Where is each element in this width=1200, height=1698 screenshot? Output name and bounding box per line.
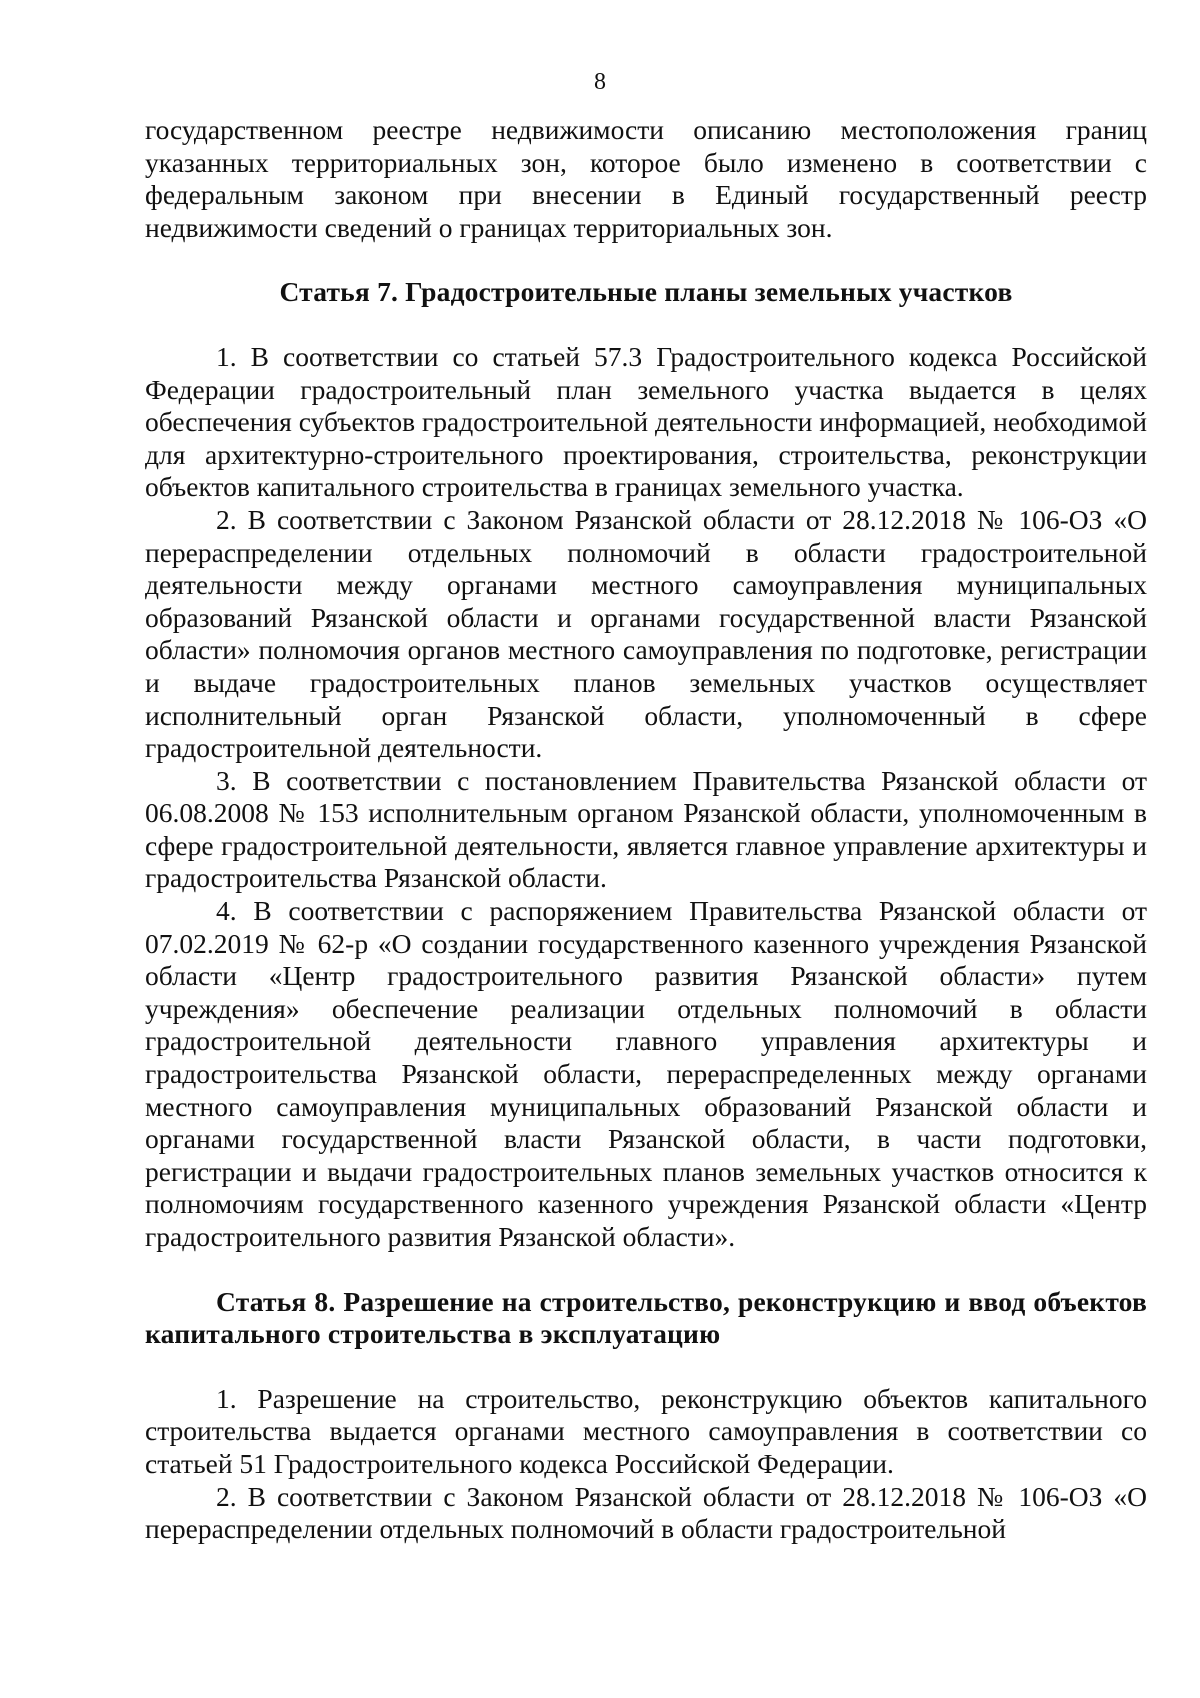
continuation-paragraph: государственном реестре недвижимости описанию местоположения границ указанных территориальных зон, которое было изменено в соответствии с федеральным законом при внесении в Единый государственный реестр недвижимости сведений о границах территориальных зон. — [145, 114, 1147, 243]
article-7-heading: Статья 7. Градостроительные планы земельных участков — [279, 276, 1013, 308]
article-7-paragraph-3: 3. В соответствии с постановлением Правительства Рязанской области от 06.08.2008 № 153 исполнительным органом Рязанской области, уполномоченным в сфере градостроительной деятельности, является главное управление архитектуры и градостроительства Рязанской области. — [145, 764, 1147, 894]
article-8-heading: Статья 8. Разрешение на строительство, реконструкцию и ввод объектов капитального строительства в эксплуатацию — [145, 1285, 1147, 1350]
article-7-paragraph-1: 1. В соответствии со статьей 57.3 Градостроительного кодекса Российской Федерации градостроительный план земельного участка выдается в целях обеспечения субъектов градостроительной деятельности информацией, необходимой для архитектурно-строительного проектирования, строительства, реконструкции объектов капитального строительства в границах земельного участка. — [145, 340, 1147, 503]
document-body — [145, 114, 1147, 1546]
page-number: 8 — [594, 69, 606, 95]
article-7-paragraph-4: 4. В соответствии с распоряжением Правительства Рязанской области от 07.02.2019 № 62-р «О создании государственного казенного учреждения Рязанской области «Центр градостроительного развития Рязанской области» путем учреждения» обеспечение реализации отдельных полномочий в области градостроительной деятельности главного управления архитектуры и градостроительства Рязанской области, перераспределенных между органами местного самоуправления муниципальных образований Рязанской области и органами государственной власти Рязанской области, в части подготовки, регистрации и выдачи градостроительных планов земельных участков относится к полномочиям государственного казенного учреждения Рязанской области «Центр градостроительного развития Рязанской области». — [145, 895, 1147, 1252]
article-8-paragraph-2: 2. В соответствии с Законом Рязанской области от 28.12.2018 № 106-ОЗ «О перераспределении отдельных полномочий в области градостроительной — [145, 1480, 1147, 1545]
article-8-paragraph-1: 1. Разрешение на строительство, реконструкцию объектов капитального строительства выдается органами местного самоуправления в соответствии со статьей 51 Градостроительного кодекса Российской Федерации. — [145, 1382, 1147, 1479]
article-7-paragraph-2: 2. В соответствии с Законом Рязанской области от 28.12.2018 № 106-ОЗ «О перераспределении отдельных полномочий в области градостроительной деятельности между органами местного самоуправления муниципальных образований Рязанской области и органами государственной власти Рязанской области» полномочия органов местного самоуправления по подготовке, регистрации и выдаче градостроительных планов земельных участков осуществляет исполнительный орган Рязанской области, уполномоченный в сфере градостроительной деятельности. — [145, 503, 1147, 764]
